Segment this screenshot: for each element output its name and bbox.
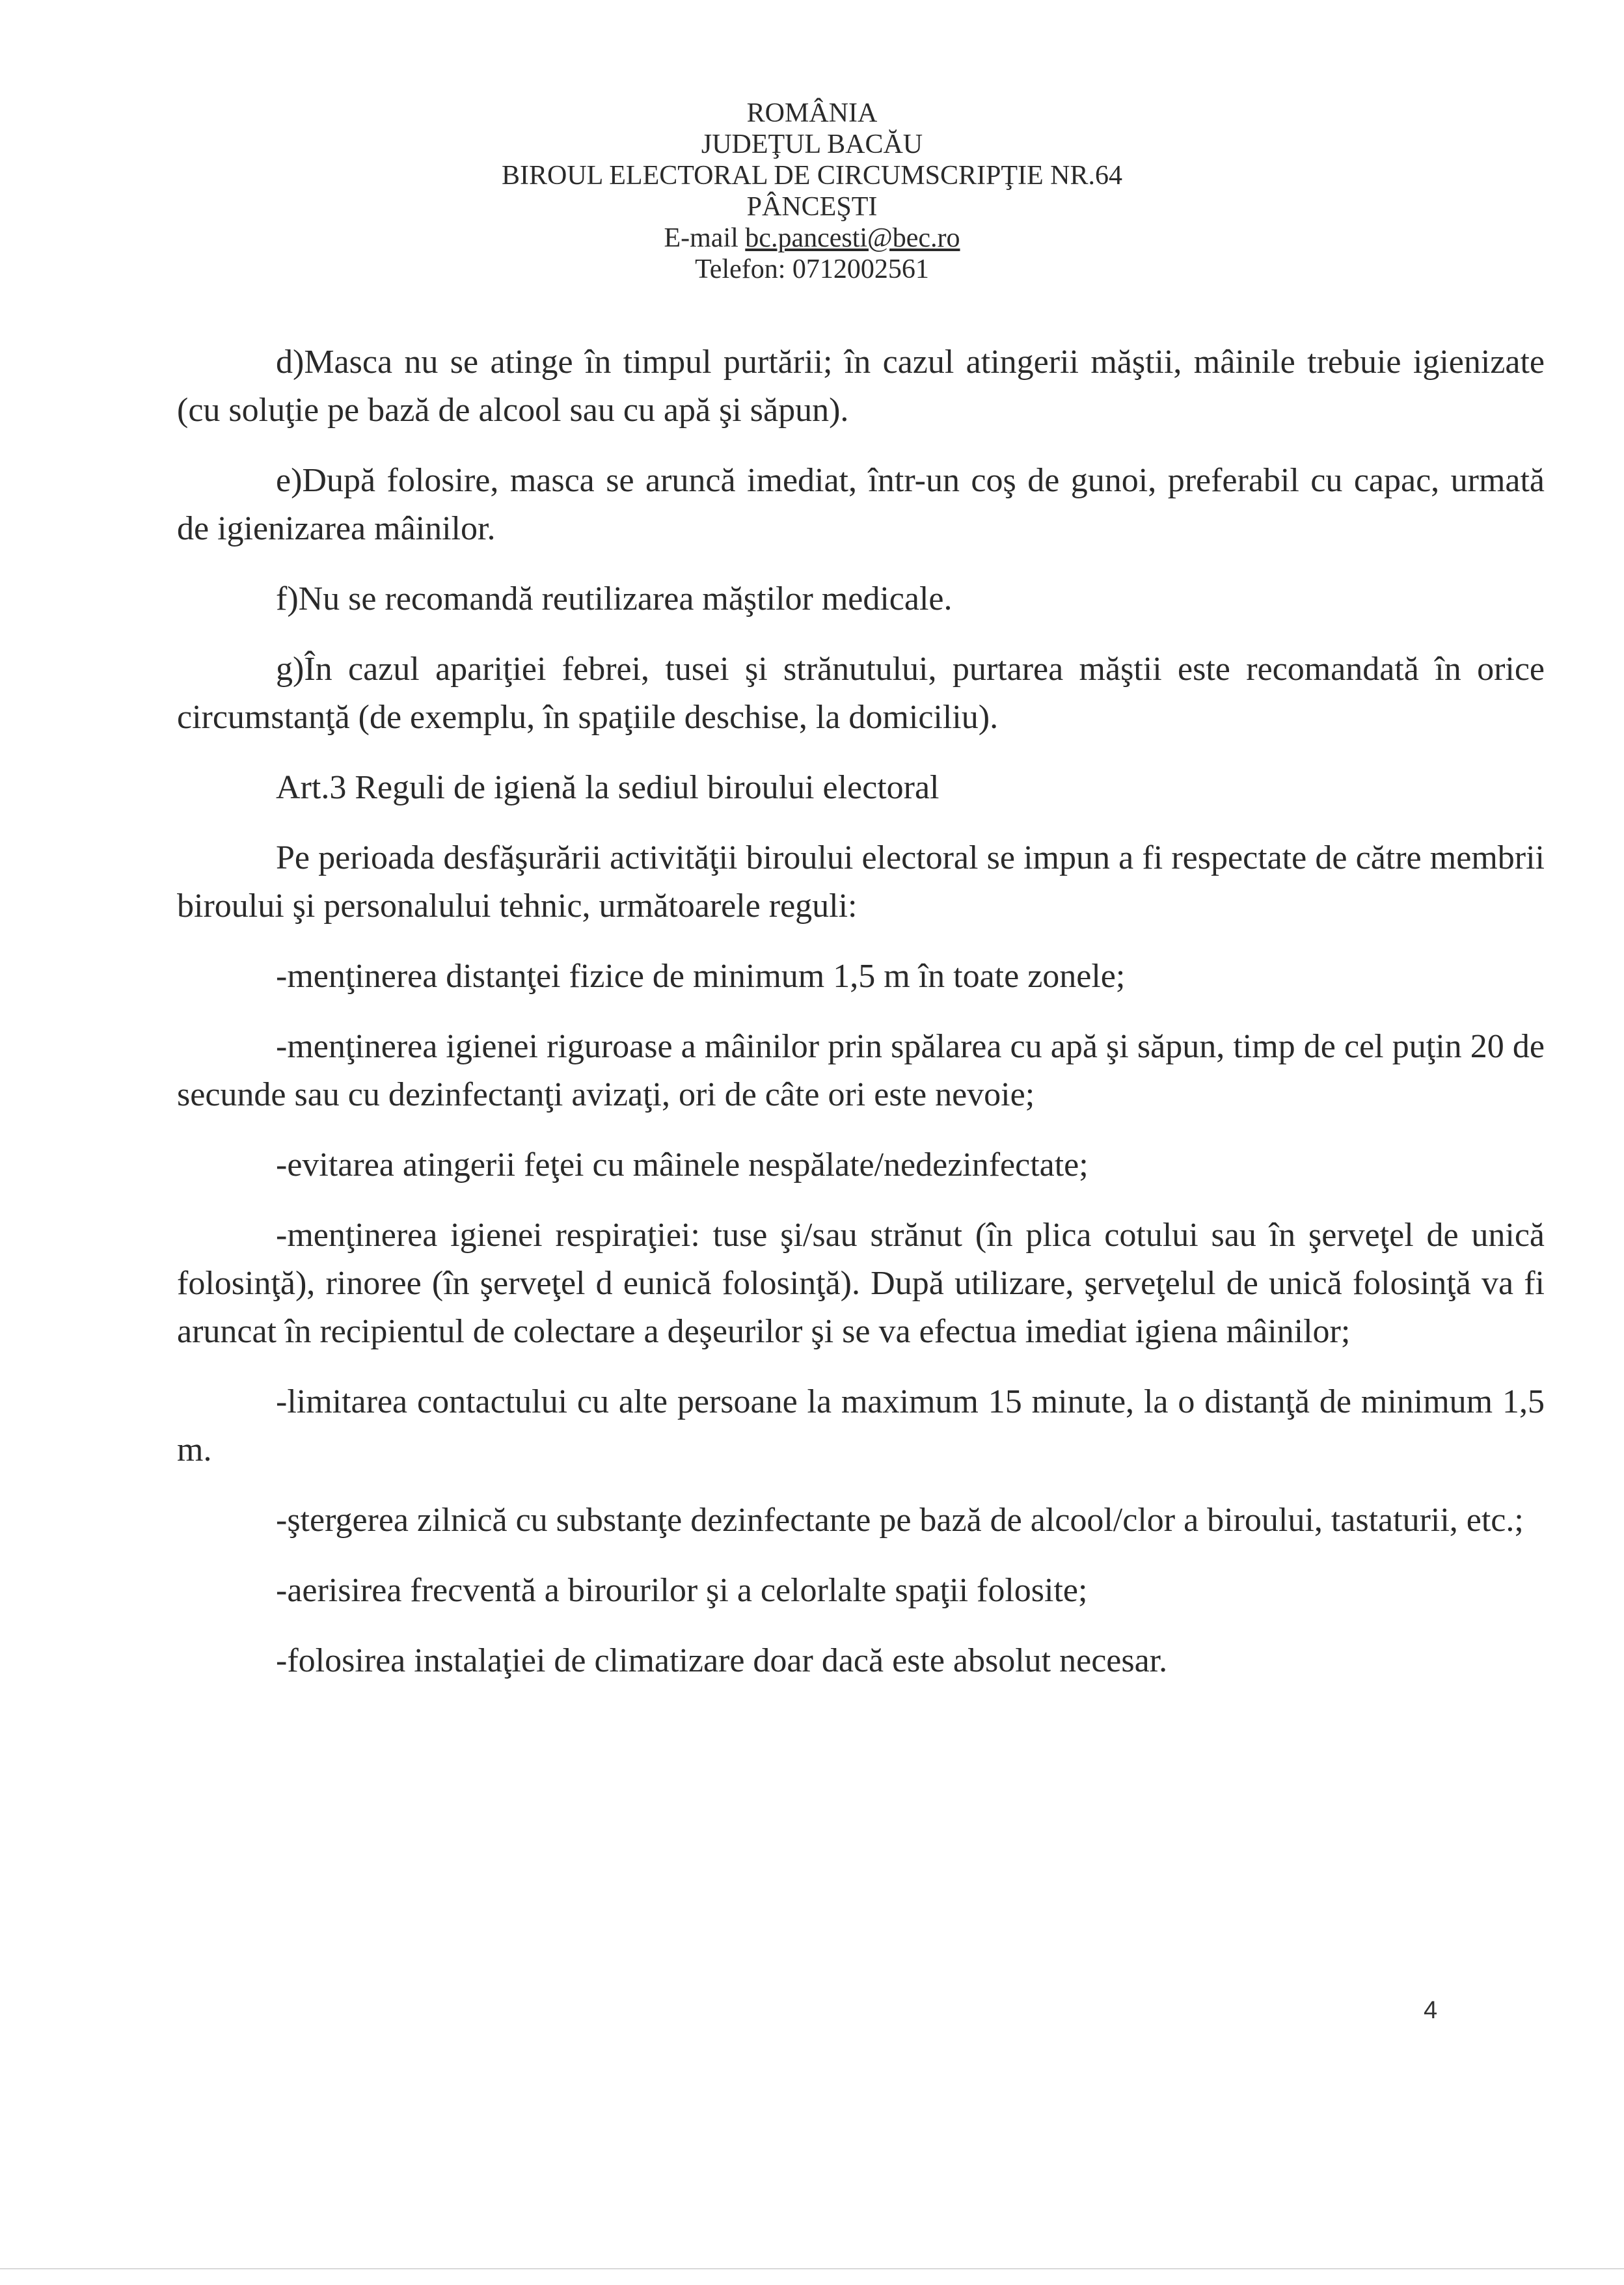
- paragraph-mask-reuse: f)Nu se recomandă reutilizarea măştilor medicale.: [276, 580, 953, 617]
- paragraph-mask-disposal: e)După folosire, masca se aruncă imediat, într-un coş de gunoi, preferabil cu capac, urmată de igienizarea mâinilor.: [177, 462, 1545, 547]
- header-office: BIROUL ELECTORAL DE CIRCUMSCRIPŢIE NR.64: [502, 161, 1122, 191]
- rule-daily-disinfection: -ştergerea zilnică cu substanţe dezinfectante pe bază de alcool/clor a biroului, tastaturii, etc.;: [276, 1502, 1524, 1539]
- header-phone: Telefon: 0712002561: [695, 254, 929, 284]
- header-country: ROMÂNIA: [746, 98, 878, 128]
- document-body: [177, 338, 1545, 1707]
- article-heading: Art.3 Reguli de igienă la sediul biroului electoral: [276, 769, 940, 806]
- rule-avoid-face-touching: -evitarea atingerii feţei cu mâinele nespălate/nedezinfectate;: [276, 1146, 1089, 1183]
- rule-limit-contact: -limitarea contactului cu alte persoane la maximum 15 minute, la o distanţă de minimum 1,5 m.: [177, 1383, 1545, 1468]
- page-number: 4: [1424, 1997, 1438, 2024]
- header-county: JUDEŢUL BACĂU: [701, 129, 923, 159]
- header-email-line: [0, 223, 1624, 254]
- header-email-link[interactable]: bc.pancesti@bec.ro: [745, 223, 960, 253]
- header-locality: PÂNCEŞTI: [746, 192, 878, 222]
- paragraph-mask-touching: d)Masca nu se atinge în timpul purtării; în cazul atingerii măştii, mâinile trebuie igienizate (cu soluţie pe bază de alcool sau cu apă şi săpun).: [177, 344, 1545, 429]
- rule-physical-distance: -menţinerea distanţei fizice de minimum 1,5 m în toate zonele;: [276, 958, 1126, 995]
- rule-hand-hygiene: -menţinerea igienei riguroase a mâinilor prin spălarea cu apă şi săpun, timp de cel puţin 20 de secunde sau cu dezinfectanţi avizaţi, ori de câte ori este nevoie;: [177, 1028, 1545, 1113]
- header-email-label: E-mail: [664, 223, 746, 253]
- page-bottom-divider: [0, 2268, 1624, 2269]
- rule-ventilation: -aerisirea frecventă a birourilor şi a celorlalte spaţii folosite;: [276, 1572, 1088, 1609]
- rule-air-conditioning: -folosirea instalaţiei de climatizare doar dacă este absolut necesar.: [276, 1642, 1168, 1679]
- rule-respiratory-hygiene: -menţinerea igienei respiraţiei: tuse şi/sau strănut (în plica cotului sau în şerveţel de unică folosinţă), rinoree (în şerveţel d eunică folosinţă). După utilizare, şerveţelul de unică folosinţă va fi aruncat în recipientul de colectare a deşeurilor şi se va efectua imediat igiena mâinilor;: [177, 1217, 1545, 1350]
- paragraph-mask-symptoms: g)În cazul apariţiei febrei, tusei şi strănutului, purtarea măştii este recomandată în orice circumstanţă (de exemplu, în spaţiile deschise, la domiciliu).: [177, 651, 1545, 736]
- letterhead: [0, 98, 1624, 285]
- paragraph-rules-intro: Pe perioada desfăşurării activităţii biroului electoral se impun a fi respectate de către membrii biroului şi personalului tehnic, următoarele reguli:: [177, 839, 1545, 925]
